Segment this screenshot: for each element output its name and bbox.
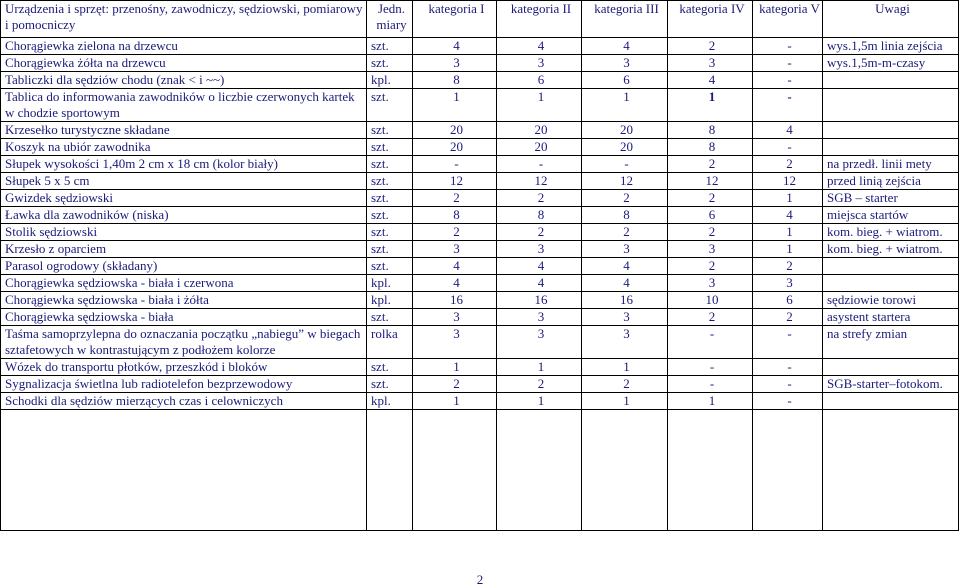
cell-notes: sędziowie torowi <box>823 292 959 309</box>
cell-unit: szt. <box>367 309 413 326</box>
cell-unit: kpl. <box>367 275 413 292</box>
cell-category-2: 1 <box>497 89 582 122</box>
header-category-3: kategoria III <box>582 1 668 38</box>
header-category-5: kategoria V <box>753 1 823 38</box>
cell-notes: miejsca startów <box>823 207 959 224</box>
cell-category-5: 12 <box>753 173 823 190</box>
cell-notes: SGB-starter–fotokom. <box>823 376 959 393</box>
cell-notes: przed linią zejścia <box>823 173 959 190</box>
empty-cell <box>497 410 582 531</box>
cell-category-2: 1 <box>497 393 582 410</box>
table-row <box>1 376 959 393</box>
cell-category-5: - <box>753 393 823 410</box>
cell-notes: na strefy zmian <box>823 326 959 359</box>
cell-category-1: 1 <box>413 393 497 410</box>
cell-category-2: 4 <box>497 275 582 292</box>
cell-category-1: - <box>413 156 497 173</box>
cell-category-5: 4 <box>753 122 823 139</box>
table-row <box>1 173 959 190</box>
cell-category-2: 12 <box>497 173 582 190</box>
cell-category-2: - <box>497 156 582 173</box>
cell-category-2: 6 <box>497 72 582 89</box>
cell-category-2: 20 <box>497 122 582 139</box>
table-row <box>1 190 959 207</box>
header-item: Urządzenia i sprzęt: przenośny, zawodniczy, sędziowski, pomiarowy i pomocniczy <box>1 1 367 38</box>
cell-category-3: 1 <box>582 89 668 122</box>
cell-item: Stolik sędziowski <box>1 224 367 241</box>
cell-category-1: 3 <box>413 55 497 72</box>
cell-category-3: 3 <box>582 326 668 359</box>
cell-unit: rolka <box>367 326 413 359</box>
cell-unit: szt. <box>367 241 413 258</box>
cell-category-4: 2 <box>668 190 753 207</box>
table-row <box>1 258 959 275</box>
cell-item: Schodki dla sędziów mierzących czas i celowniczych <box>1 393 367 410</box>
cell-notes <box>823 359 959 376</box>
cell-category-3: 8 <box>582 207 668 224</box>
cell-category-4: 8 <box>668 122 753 139</box>
table-row <box>1 38 959 55</box>
cell-item: Słupek wysokości 1,40m 2 cm x 18 cm (kolor biały) <box>1 156 367 173</box>
empty-cell <box>668 410 753 531</box>
empty-cell <box>413 410 497 531</box>
cell-item: Koszyk na ubiór zawodnika <box>1 139 367 156</box>
cell-category-4: 2 <box>668 156 753 173</box>
cell-category-3: 2 <box>582 224 668 241</box>
cell-item: Tabliczki dla sędziów chodu (znak < i ~~) <box>1 72 367 89</box>
cell-unit: szt. <box>367 55 413 72</box>
cell-category-2: 8 <box>497 207 582 224</box>
cell-notes <box>823 258 959 275</box>
cell-category-4: 12 <box>668 173 753 190</box>
cell-notes <box>823 72 959 89</box>
cell-category-4: - <box>668 326 753 359</box>
cell-category-5: 2 <box>753 156 823 173</box>
cell-category-5: 6 <box>753 292 823 309</box>
cell-unit: kpl. <box>367 393 413 410</box>
cell-category-4: 1 <box>668 89 753 122</box>
cell-category-4: 4 <box>668 72 753 89</box>
cell-category-3: 4 <box>582 275 668 292</box>
cell-unit: kpl. <box>367 292 413 309</box>
cell-unit: szt. <box>367 190 413 207</box>
header-category-2: kategoria II <box>497 1 582 38</box>
cell-category-3: 16 <box>582 292 668 309</box>
cell-category-5: 2 <box>753 309 823 326</box>
cell-notes <box>823 393 959 410</box>
cell-unit: szt. <box>367 173 413 190</box>
cell-category-2: 2 <box>497 376 582 393</box>
cell-notes <box>823 89 959 122</box>
table-row <box>1 224 959 241</box>
cell-category-1: 12 <box>413 173 497 190</box>
cell-category-5: 2 <box>753 258 823 275</box>
cell-notes <box>823 275 959 292</box>
cell-category-2: 4 <box>497 38 582 55</box>
cell-category-1: 3 <box>413 326 497 359</box>
cell-category-4: - <box>668 359 753 376</box>
cell-item: Gwizdek sędziowski <box>1 190 367 207</box>
cell-category-3: 1 <box>582 393 668 410</box>
table-row-empty <box>1 410 959 531</box>
cell-category-5: - <box>753 139 823 156</box>
cell-category-5: - <box>753 359 823 376</box>
cell-category-3: 1 <box>582 359 668 376</box>
cell-category-5: - <box>753 38 823 55</box>
cell-item: Chorągiewka zielona na drzewcu <box>1 38 367 55</box>
cell-unit: szt. <box>367 207 413 224</box>
empty-cell <box>823 410 959 531</box>
empty-cell <box>753 410 823 531</box>
cell-category-2: 4 <box>497 258 582 275</box>
cell-category-1: 3 <box>413 241 497 258</box>
cell-unit: szt. <box>367 38 413 55</box>
cell-category-3: 3 <box>582 309 668 326</box>
table-row <box>1 309 959 326</box>
cell-item: Chorągiewka sędziowska - biała i czerwona <box>1 275 367 292</box>
table-row <box>1 207 959 224</box>
cell-category-3: 2 <box>582 376 668 393</box>
cell-category-4: 3 <box>668 241 753 258</box>
cell-item: Słupek 5 x 5 cm <box>1 173 367 190</box>
header-category-1: kategoria I <box>413 1 497 38</box>
cell-category-3: 2 <box>582 190 668 207</box>
empty-cell <box>1 410 367 531</box>
cell-unit: szt. <box>367 122 413 139</box>
cell-item: Ławka dla zawodników (niska) <box>1 207 367 224</box>
cell-item: Chorągiewka żółta na drzewcu <box>1 55 367 72</box>
cell-category-4: 2 <box>668 258 753 275</box>
cell-category-3: 12 <box>582 173 668 190</box>
table-header-row <box>1 1 959 38</box>
cell-category-2: 2 <box>497 224 582 241</box>
cell-category-2: 1 <box>497 359 582 376</box>
cell-category-5: 1 <box>753 190 823 207</box>
cell-category-4: 10 <box>668 292 753 309</box>
cell-category-3: 20 <box>582 122 668 139</box>
table-row <box>1 326 959 359</box>
cell-category-5: - <box>753 55 823 72</box>
cell-category-2: 3 <box>497 241 582 258</box>
cell-category-2: 16 <box>497 292 582 309</box>
table-row <box>1 241 959 258</box>
cell-unit: szt. <box>367 376 413 393</box>
cell-notes <box>823 139 959 156</box>
header-notes: Uwagi <box>823 1 959 38</box>
cell-category-3: 3 <box>582 241 668 258</box>
table-row <box>1 275 959 292</box>
cell-category-1: 4 <box>413 38 497 55</box>
cell-category-3: - <box>582 156 668 173</box>
cell-notes: kom. bieg. + wiatrom. <box>823 241 959 258</box>
cell-category-2: 3 <box>497 326 582 359</box>
cell-item: Tablica do informowania zawodników o liczbie czerwonych kartek w chodzie sportowym <box>1 89 367 122</box>
cell-item: Chorągiewka sędziowska - biała i żółta <box>1 292 367 309</box>
table-row <box>1 139 959 156</box>
cell-category-3: 6 <box>582 72 668 89</box>
header-unit: Jedn. miary <box>367 1 413 38</box>
cell-unit: szt. <box>367 139 413 156</box>
cell-unit: szt. <box>367 89 413 122</box>
table-row <box>1 156 959 173</box>
cell-category-4: 3 <box>668 275 753 292</box>
cell-category-4: 8 <box>668 139 753 156</box>
table-row <box>1 89 959 122</box>
cell-item: Sygnalizacja świetlna lub radiotelefon bezprzewodowy <box>1 376 367 393</box>
cell-unit: szt. <box>367 359 413 376</box>
cell-notes: SGB – starter <box>823 190 959 207</box>
cell-category-1: 3 <box>413 309 497 326</box>
cell-category-5: 4 <box>753 207 823 224</box>
cell-item: Krzesełko turystyczne składane <box>1 122 367 139</box>
cell-category-5: - <box>753 89 823 122</box>
cell-category-2: 2 <box>497 190 582 207</box>
cell-notes: wys.1,5m-m-czasy <box>823 55 959 72</box>
cell-category-5: 1 <box>753 224 823 241</box>
cell-category-5: - <box>753 72 823 89</box>
cell-category-5: 1 <box>753 241 823 258</box>
cell-category-3: 4 <box>582 38 668 55</box>
table-row <box>1 292 959 309</box>
cell-category-1: 8 <box>413 72 497 89</box>
cell-unit: kpl. <box>367 72 413 89</box>
cell-unit: szt. <box>367 156 413 173</box>
cell-category-1: 4 <box>413 275 497 292</box>
cell-category-5: - <box>753 326 823 359</box>
table-row <box>1 72 959 89</box>
cell-category-1: 16 <box>413 292 497 309</box>
cell-category-3: 3 <box>582 55 668 72</box>
cell-category-1: 8 <box>413 207 497 224</box>
cell-category-1: 1 <box>413 359 497 376</box>
cell-notes: na przedł. linii mety <box>823 156 959 173</box>
cell-category-1: 2 <box>413 224 497 241</box>
cell-item: Taśma samoprzylepna do oznaczania początku „nabiegu” w biegach sztafetowych w kontrastującym z podłożem kolorze <box>1 326 367 359</box>
cell-category-1: 2 <box>413 190 497 207</box>
cell-category-1: 20 <box>413 122 497 139</box>
cell-category-5: 3 <box>753 275 823 292</box>
cell-category-4: - <box>668 376 753 393</box>
cell-category-1: 4 <box>413 258 497 275</box>
cell-notes <box>823 122 959 139</box>
cell-category-4: 2 <box>668 309 753 326</box>
cell-category-4: 2 <box>668 224 753 241</box>
cell-item: Chorągiewka sędziowska - biała <box>1 309 367 326</box>
cell-notes: kom. bieg. + wiatrom. <box>823 224 959 241</box>
cell-item: Wózek do transportu płotków, przeszkód i bloków <box>1 359 367 376</box>
cell-category-4: 2 <box>668 38 753 55</box>
cell-category-4: 3 <box>668 55 753 72</box>
cell-category-3: 4 <box>582 258 668 275</box>
table-row <box>1 393 959 410</box>
cell-category-1: 2 <box>413 376 497 393</box>
cell-category-2: 20 <box>497 139 582 156</box>
cell-notes: asystent startera <box>823 309 959 326</box>
empty-cell <box>582 410 668 531</box>
cell-category-1: 20 <box>413 139 497 156</box>
cell-category-2: 3 <box>497 55 582 72</box>
page-number: 2 <box>476 572 484 587</box>
table-row <box>1 55 959 72</box>
cell-unit: szt. <box>367 258 413 275</box>
table-body <box>1 38 959 531</box>
cell-category-5: - <box>753 376 823 393</box>
empty-cell <box>367 410 413 531</box>
cell-item: Parasol ogrodowy (składany) <box>1 258 367 275</box>
cell-category-4: 6 <box>668 207 753 224</box>
table-row <box>1 122 959 139</box>
cell-category-1: 1 <box>413 89 497 122</box>
cell-notes: wys.1,5m linia zejścia <box>823 38 959 55</box>
table-row <box>1 359 959 376</box>
cell-category-4: 1 <box>668 393 753 410</box>
cell-category-2: 3 <box>497 309 582 326</box>
cell-category-3: 20 <box>582 139 668 156</box>
cell-unit: szt. <box>367 224 413 241</box>
cell-item: Krzesło z oparciem <box>1 241 367 258</box>
header-category-4: kategoria IV <box>668 1 753 38</box>
